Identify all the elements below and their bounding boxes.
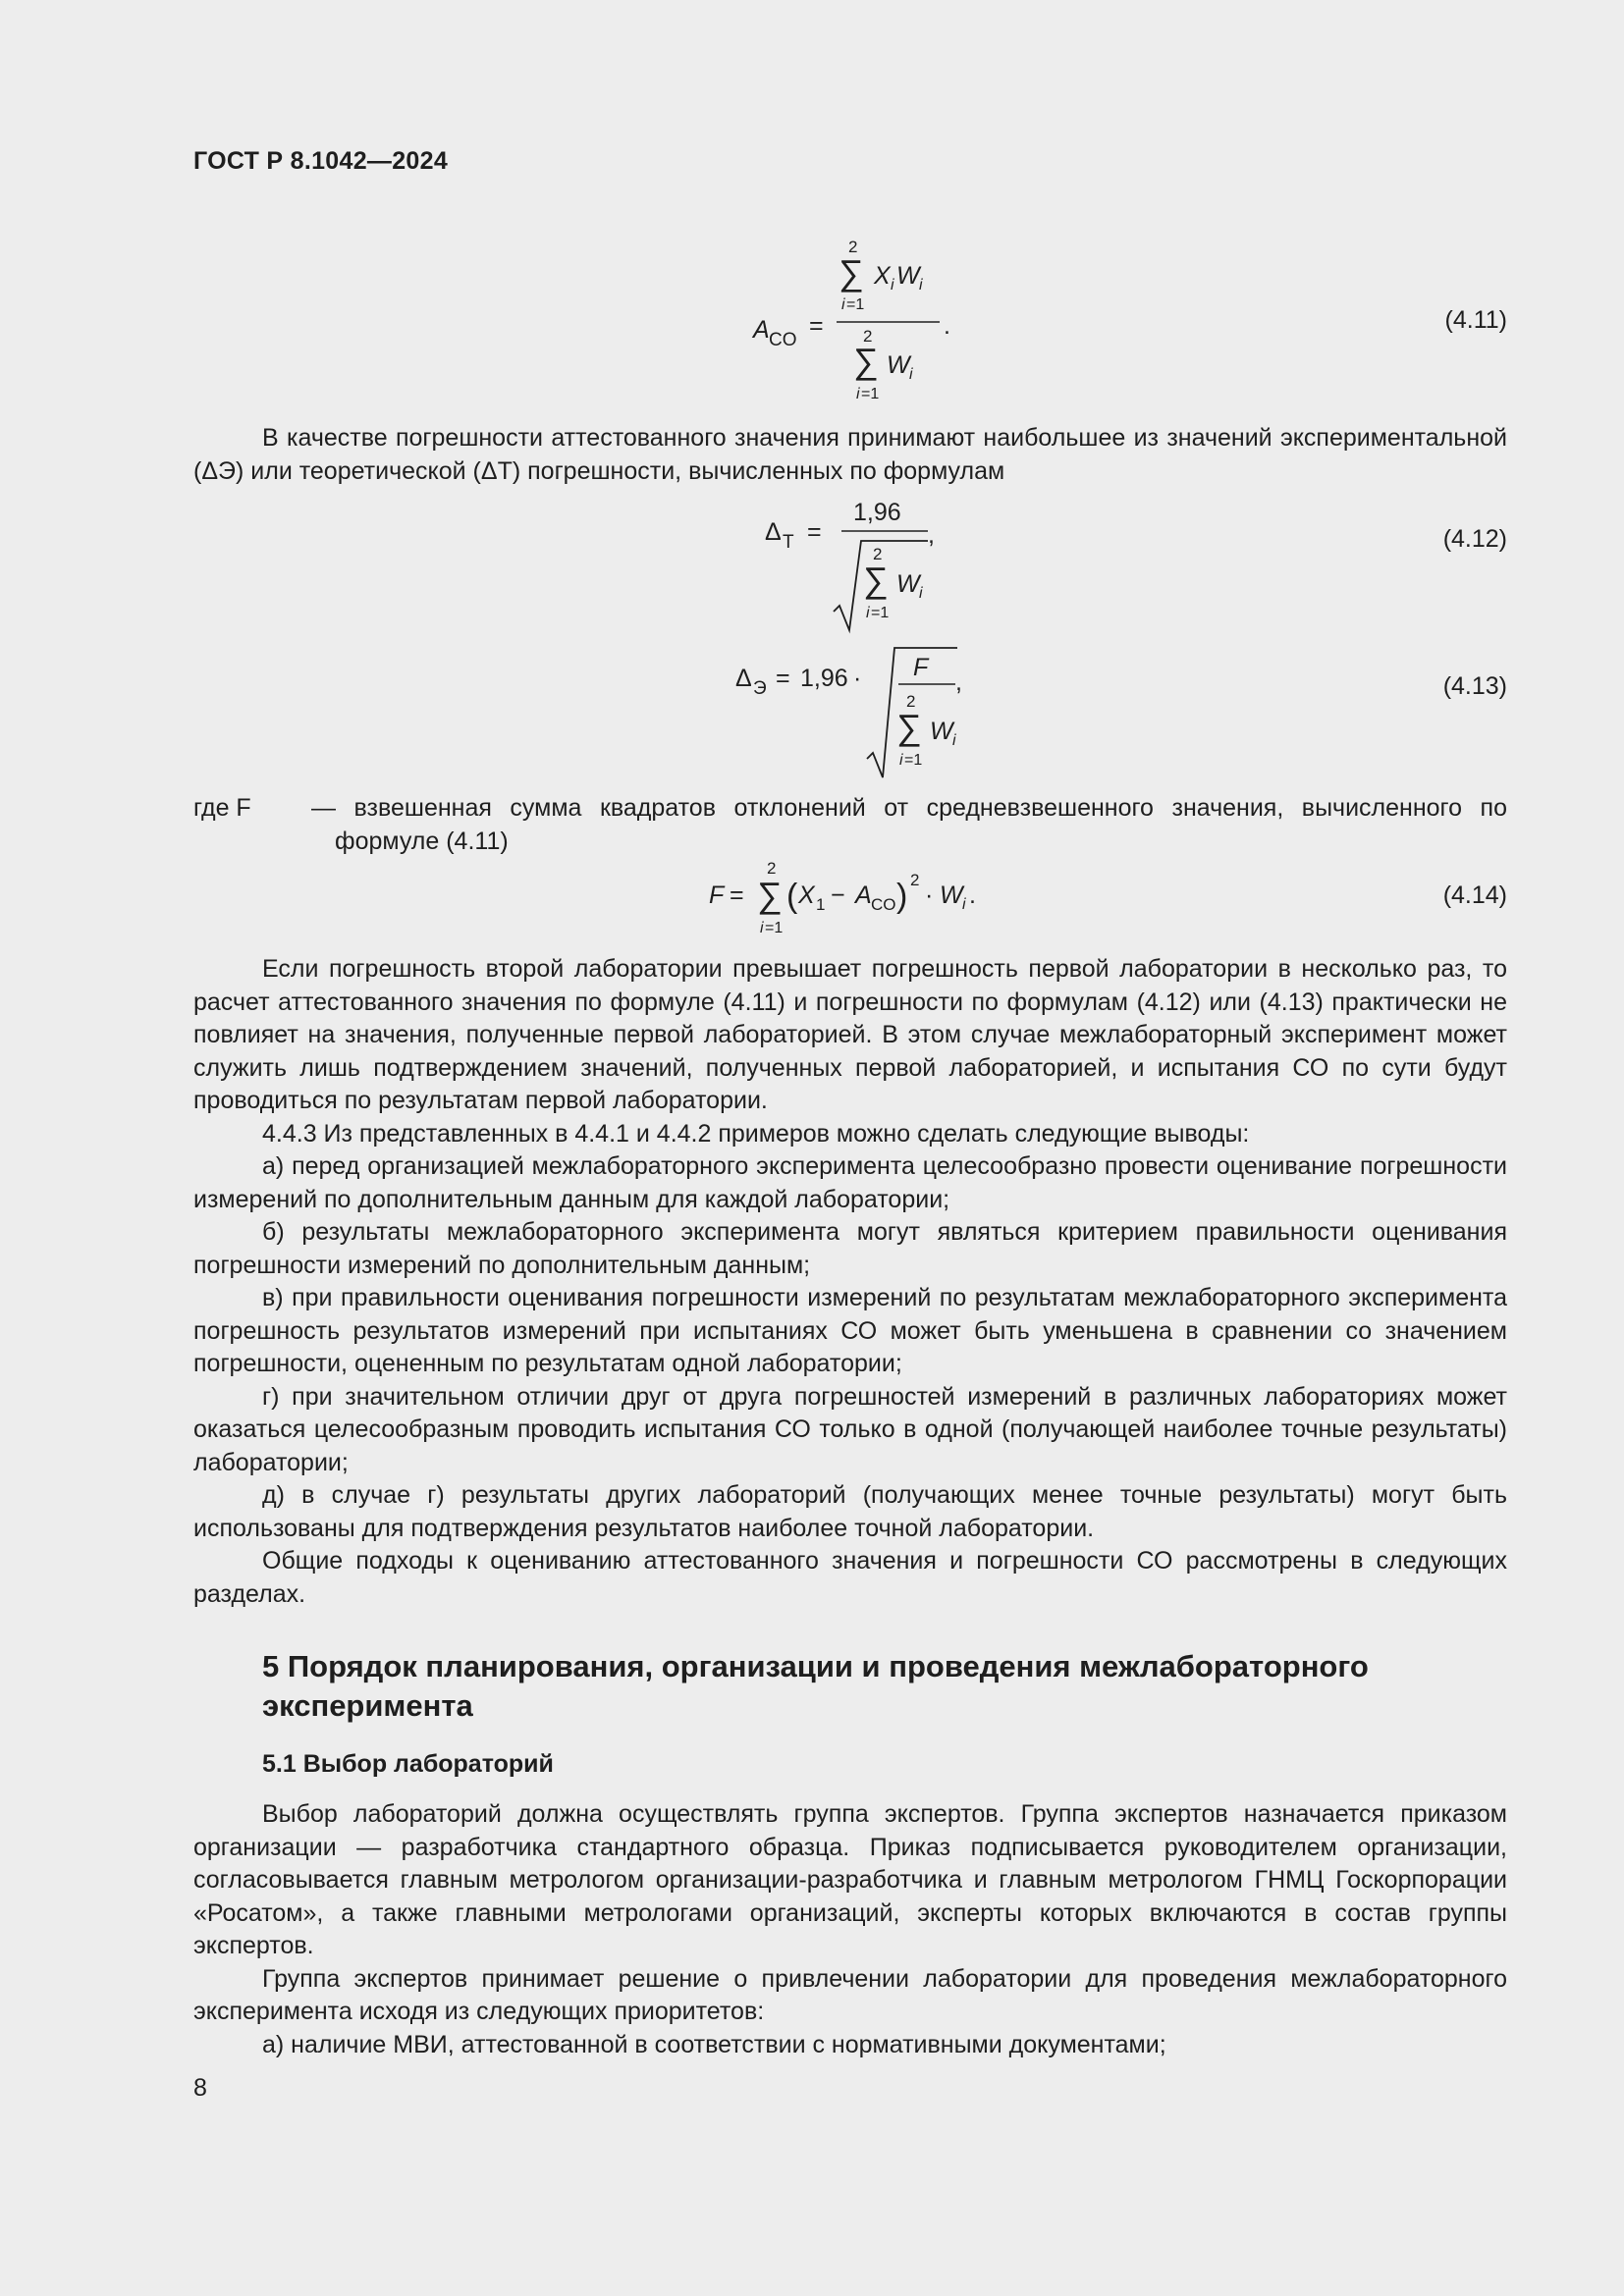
section-5-1-text [193,1798,1507,2061]
svg-text:∑: ∑ [863,560,889,600]
svg-text:−: − [831,881,845,909]
svg-text:i: i [866,605,870,621]
where-text: — взвешенная сумма квадратов отклонений от средневзвешенного значения, вычисленного по формуле (4.11) [311,794,1507,855]
svg-text:W: W [896,262,920,290]
svg-text:=1: =1 [861,386,880,402]
list-item: а) перед организацией межлабораторного эксперимента целесообразно провести оценивание погрешности измерений по дополнительным данным для каждой лаборатории; [193,1152,1507,1213]
formula-4-11 [193,236,1175,412]
equation-4-14 [193,854,1507,947]
paragraph-error-definition [193,422,1507,488]
svg-text:i: i [919,277,923,294]
svg-text:W: W [930,718,953,745]
section-heading: 5 Порядок планирования, организации и проведения межлабораторного эксперимента [262,1649,1369,1723]
svg-text:i: i [841,296,845,313]
svg-text:.: . [969,881,976,909]
svg-text:=: = [807,518,822,546]
svg-text:CO: CO [871,895,896,914]
svg-text:∑: ∑ [757,875,783,915]
svg-text:·: · [925,881,934,909]
svg-text:=: = [809,312,824,340]
paragraph-text: Если погрешность второй лаборатории превышает погрешность первой лаборатории в несколько раз, то расчет аттестованного значения по формуле (4.11) и погрешности по формулам (4.12) или (4.13) практически не повлияет на значения, полученные первой лабораторией. В этом случае межлабораторный эксперимент может служить лишь подтверждением значений, полученных первой лабораторией, и испытания СО по сути будут проводиться по результатам первой лаборатории. [193,955,1507,1114]
formula-4-12 [193,496,1175,638]
svg-text:W: W [940,881,963,909]
svg-text:,: , [955,668,962,696]
list-item: а) наличие МВИ, аттестованной в соответствии с нормативными документами; [262,2030,1166,2058]
where-clause [193,792,1507,858]
list-item: д) в случае г) результаты других лабораторий (получающих менее точные результаты) могут быть использованы для подтверждения результатов наиболее точной лаборатории. [193,1481,1507,1542]
svg-text:1,96: 1,96 [800,665,848,692]
list-item: б) результаты межлабораторного эксперимента могут являться критерием правильности оценивания погрешности измерений по дополнительным данным; [193,1218,1507,1279]
svg-text:2: 2 [767,859,777,878]
svg-text:F: F [709,881,725,909]
svg-text:i: i [891,277,894,294]
svg-text:): ) [896,878,908,915]
svg-text:(: ( [786,878,798,915]
svg-text:Δ: Δ [765,518,782,546]
svg-text:2: 2 [910,871,920,889]
svg-text:i: i [962,896,966,913]
svg-text:W: W [896,570,920,598]
svg-text:i: i [909,366,913,383]
equation-number: (4.14) [1442,881,1507,909]
paragraph-text: Группа экспертов принимает решение о привлечении лаборатории для проведения межлабораторного эксперимента исходя из следующих приоритетов: [193,1964,1507,2025]
formula-4-13 [193,643,1175,785]
list-item: г) при значительном отличии друг от друга погрешностей измерений в различных лабораториях может оказаться целесообразным проводить испытания СО только в одной (получающей наиболее точные результаты) лаборатории; [193,1382,1507,1476]
svg-text:=: = [776,665,790,692]
paragraph-text: В качестве погрешности аттестованного значения принимают наибольшее из значений экспериментальной (ΔЭ) или теоретической (ΔТ) погрешности, вычисленных по формулам [193,424,1507,485]
equation-4-11 [193,236,1507,412]
paragraph-text: Выбор лабораторий должна осуществлять группа экспертов. Группа экспертов назначается приказом организации — разработчика стандартного образца. Приказ подписывается руководителем организации, согласовывается главным метрологом организации-разработчика и главным метрологом ГНМЦ Госкорпорации «Росатом», а также главными метрологами организаций, эксперты которых включаются в состав группы экспертов. [193,1800,1507,1959]
svg-text:=1: =1 [846,296,865,313]
svg-text:F: F [913,654,929,681]
svg-text:Э: Э [753,678,767,699]
equation-number: (4.11) [1444,306,1507,334]
document-header: ГОСТ Р 8.1042—2024 [193,147,449,175]
subsection-heading: 5.1 Выбор лабораторий [262,1750,554,1778]
svg-text:i: i [919,585,923,602]
svg-text:.: . [944,312,950,340]
svg-text:1: 1 [816,895,826,914]
svg-text:i: i [899,752,903,769]
equation-number: (4.13) [1442,672,1507,700]
svg-text:A: A [855,881,872,909]
svg-text:=1: =1 [765,920,784,936]
svg-text:X: X [798,881,815,909]
svg-text:W: W [887,351,910,379]
svg-text:i: i [760,920,764,936]
svg-text:i: i [952,732,956,749]
paragraph-text: 4.4.3 Из представленных в 4.4.1 и 4.4.2 примеров можно сделать следующие выводы: [262,1119,1250,1148]
svg-text:X: X [874,262,891,290]
svg-text:2: 2 [906,692,916,711]
svg-text:∑: ∑ [896,707,922,747]
svg-text:=: = [730,881,744,909]
svg-text:2: 2 [848,238,858,256]
svg-text:=1: =1 [871,605,890,621]
paragraph-text: Общие подходы к оцениванию аттестованного значения и погрешности СО рассмотрены в следующих разделах. [193,1547,1507,1608]
svg-text:2: 2 [863,327,873,346]
svg-text:CO: CO [769,330,797,350]
svg-text:=1: =1 [904,752,923,769]
svg-text:·: · [853,665,862,692]
equation-4-12 [193,496,1507,638]
svg-text:A: A [753,316,770,344]
formula-4-14 [193,854,1175,947]
list-item: в) при правильности оценивания погрешности измерений по результатам межлабораторного эксперимента погрешность результатов измерений при испытаниях СО может быть уменьшена в сравнении со значением погрешности, оцененным по результатам одной лаборатории; [193,1284,1507,1377]
svg-text:∑: ∑ [853,341,879,381]
body-text-block [193,953,1507,1611]
svg-text:∑: ∑ [839,252,864,293]
page-number: 8 [193,2074,207,2102]
svg-text:i: i [856,386,860,402]
where-label: где F [193,794,251,822]
svg-text:,: , [928,521,935,549]
equation-number: (4.12) [1442,525,1507,553]
equation-4-13 [193,643,1507,785]
svg-text:1,96: 1,96 [853,499,901,526]
svg-text:2: 2 [873,545,883,563]
svg-text:Т: Т [783,532,794,553]
svg-text:Δ: Δ [735,665,752,692]
